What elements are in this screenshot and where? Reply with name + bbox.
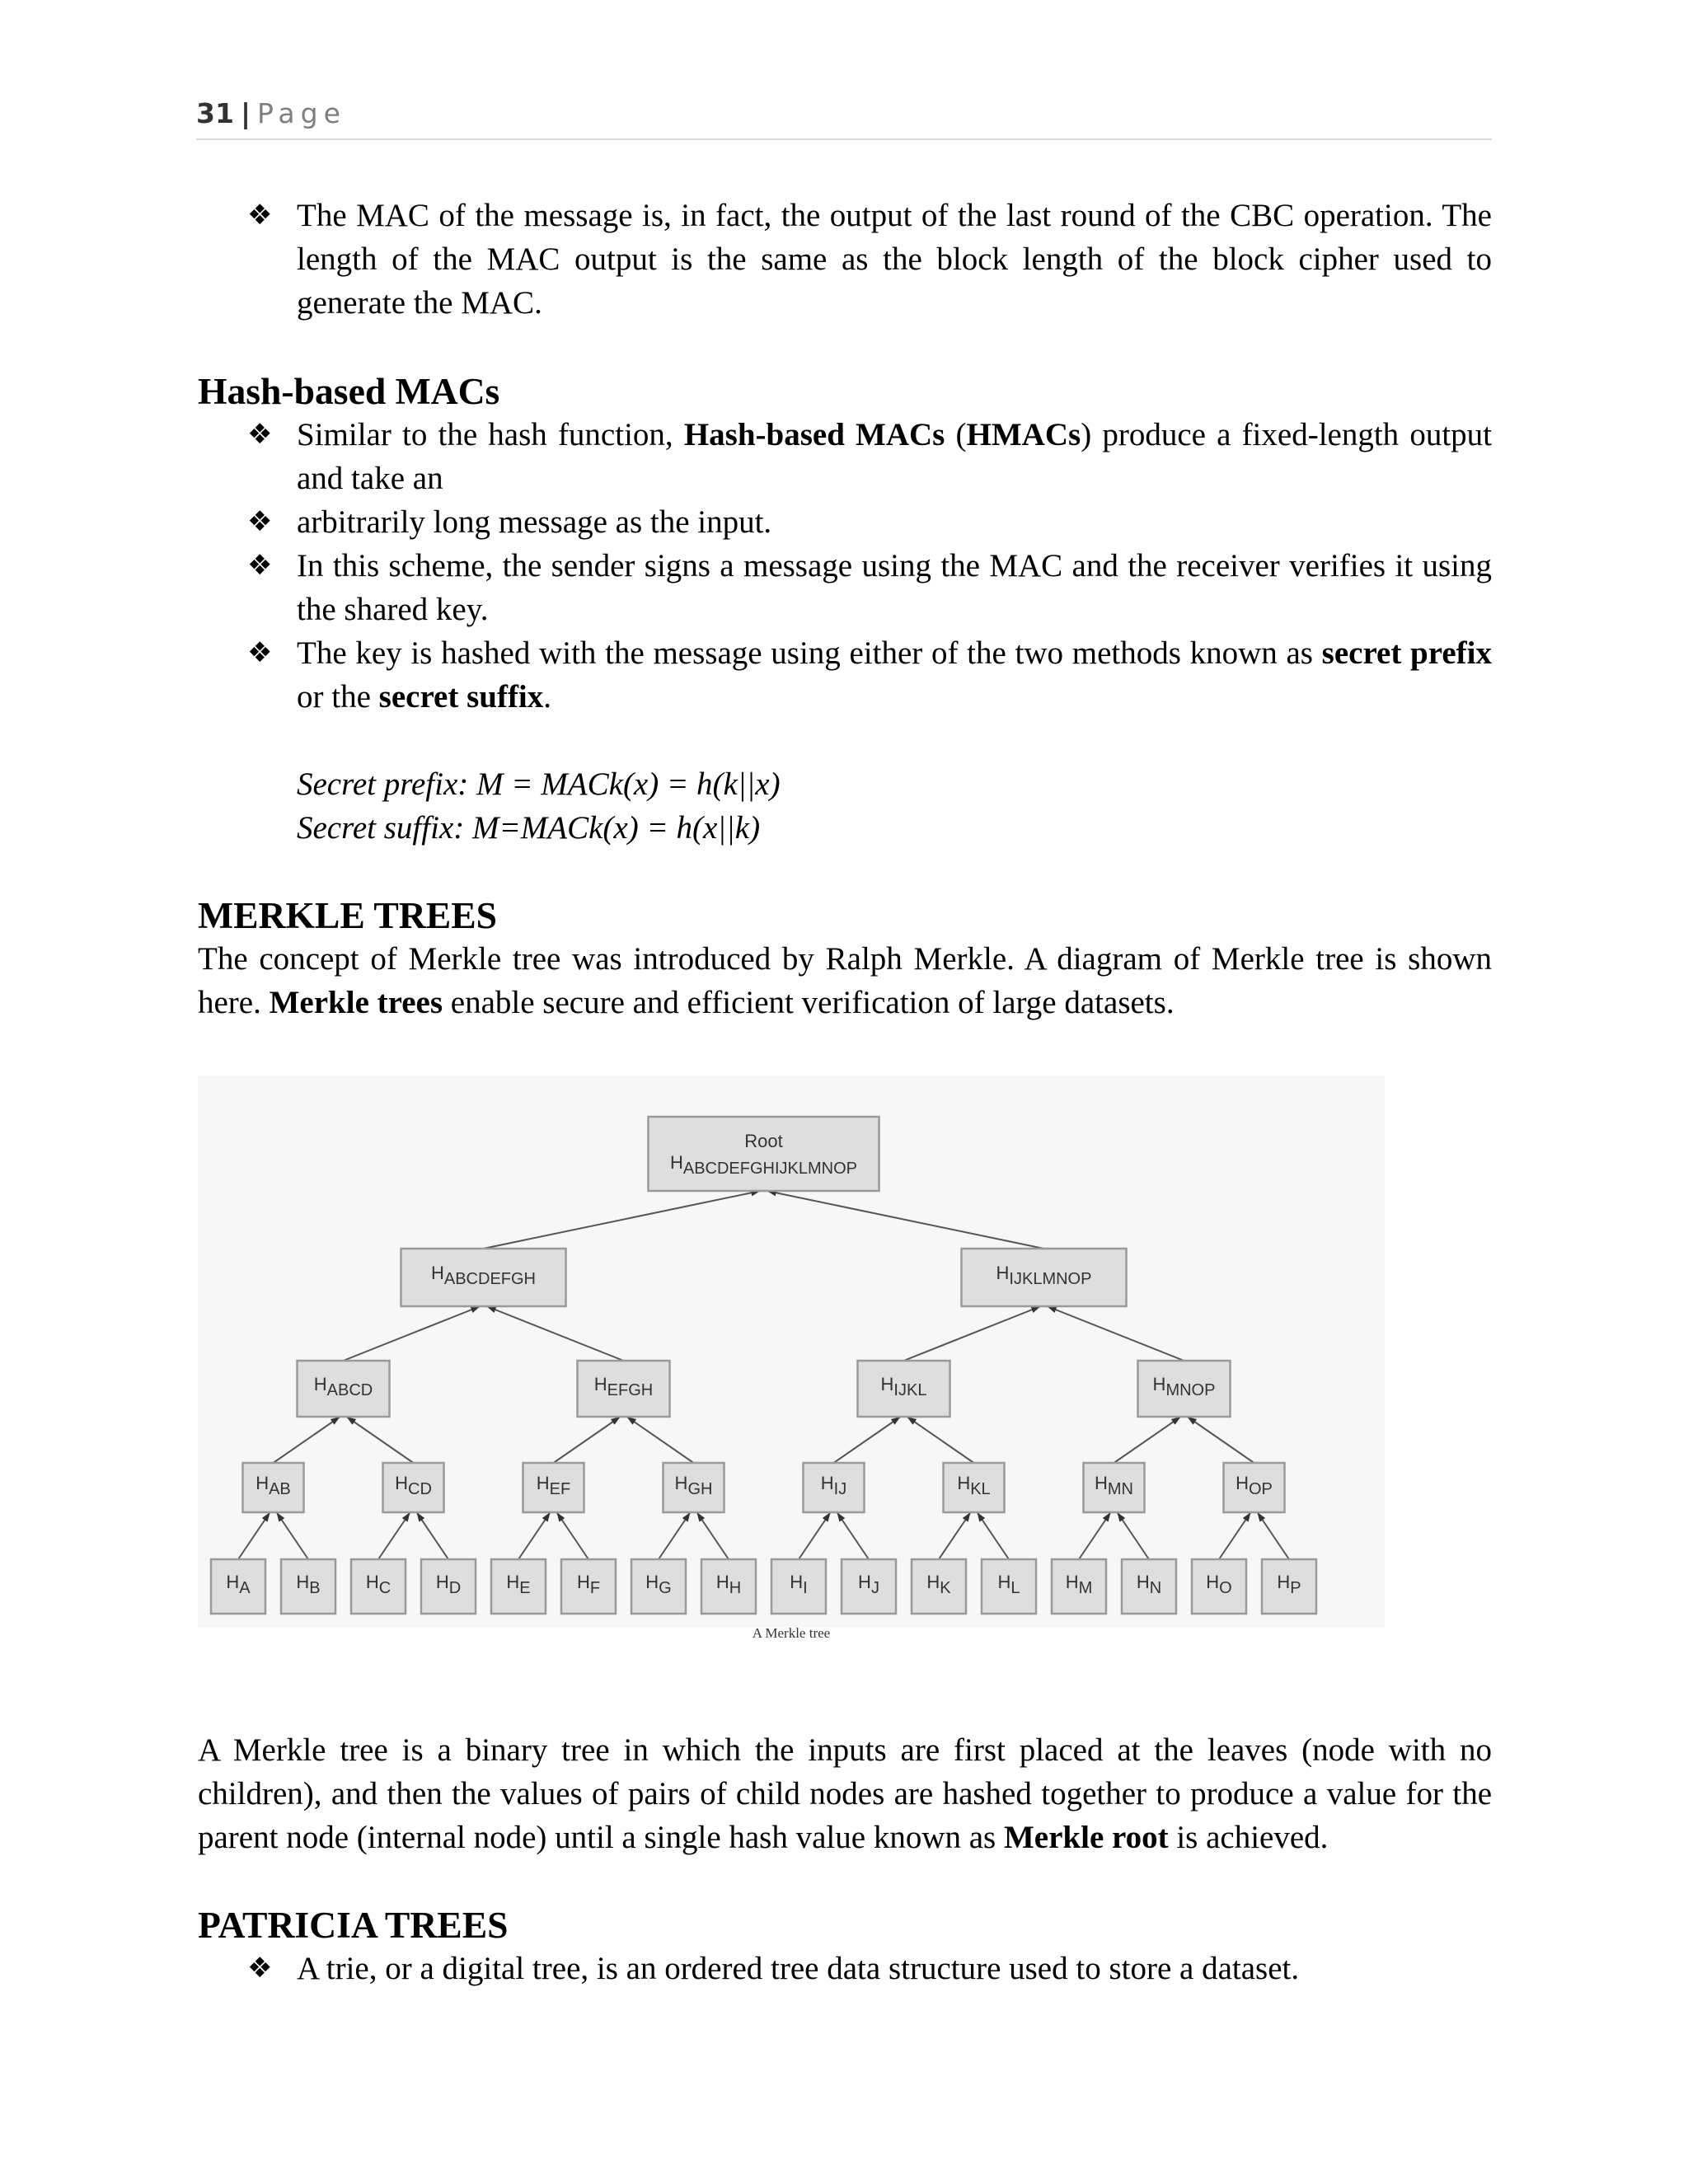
diamond-bullet-icon: ❖	[247, 1952, 273, 1985]
node-hash-label: HJ	[858, 1572, 879, 1597]
leaf-node	[701, 1559, 756, 1614]
section-heading-hmac: Hash-based MACs	[198, 370, 500, 412]
leaf-node	[561, 1559, 616, 1614]
hash-node	[1138, 1361, 1231, 1417]
diagram-caption: A Merkle tree	[752, 1625, 831, 1641]
node-hash-label: HABCDEFGHIJKLMNOP	[669, 1152, 858, 1178]
node-hash-label: HMN	[1095, 1473, 1133, 1498]
hash-node	[962, 1249, 1127, 1306]
leaf-node	[631, 1559, 686, 1614]
node-hash-label: HMNOP	[1152, 1374, 1216, 1399]
leaf-node	[421, 1559, 476, 1614]
node-hash-label: HAB	[256, 1473, 291, 1498]
list-item: ❖ A trie, or a digital tree, is an ordered tree data structure used to store a dataset.	[297, 1947, 1492, 1990]
diamond-bullet-icon: ❖	[247, 549, 273, 582]
root-node	[649, 1117, 879, 1191]
node-hash-label: HF	[576, 1572, 601, 1597]
hash-node	[1224, 1463, 1285, 1512]
page-label: Page	[257, 97, 346, 129]
section-heading-patricia: PATRICIA TREES	[198, 1904, 509, 1946]
leaf-node	[491, 1559, 546, 1614]
node-hash-label: HE	[506, 1572, 531, 1597]
formula-secret-suffix: Secret suffix: M=MACk(x) = h(x||k)	[297, 810, 761, 846]
node-hash-label: HIJ	[820, 1473, 847, 1498]
node-label: Root	[744, 1131, 783, 1151]
leaf-node	[912, 1559, 966, 1614]
node-hash-label: HA	[226, 1572, 251, 1597]
leaf-node	[211, 1559, 265, 1614]
list-item: ❖ The key is hashed with the message using either of the two methods known as secret prefix or the secret suffix.	[297, 631, 1492, 719]
hash-node	[578, 1361, 670, 1417]
hmac-bullet-list	[198, 413, 1492, 719]
leaf-node	[281, 1559, 335, 1614]
node-hash-label: HD	[435, 1572, 462, 1597]
node-hash-label: HP	[1277, 1572, 1301, 1597]
node-hash-label: HL	[997, 1572, 1020, 1597]
hash-node	[243, 1463, 304, 1512]
node-hash-label: HK	[926, 1572, 951, 1597]
diamond-bullet-icon: ❖	[247, 199, 273, 232]
node-hash-label: HABCD	[313, 1374, 373, 1399]
hash-node	[523, 1463, 584, 1512]
node-hash-label: HO	[1206, 1572, 1232, 1597]
node-hash-label: HB	[296, 1572, 321, 1597]
leaf-node	[1122, 1559, 1176, 1614]
hash-node	[858, 1361, 950, 1417]
leaf-node	[1262, 1559, 1316, 1614]
node-hash-label: HG	[645, 1572, 672, 1597]
leaf-node	[1192, 1559, 1246, 1614]
hash-node	[1084, 1463, 1145, 1512]
leaf-node	[1052, 1559, 1106, 1614]
leaf-node	[771, 1559, 826, 1614]
node-hash-label: HM	[1065, 1572, 1093, 1597]
page-header	[196, 97, 1492, 140]
node-hash-label: HEFGH	[593, 1374, 654, 1399]
node-hash-label: HN	[1136, 1572, 1162, 1597]
node-hash-label: HEF	[536, 1473, 571, 1498]
leaf-node	[982, 1559, 1036, 1614]
node-hash-label: HGH	[674, 1473, 713, 1498]
merkle-tree-svg	[198, 1076, 1385, 1652]
merkle-description-paragraph: A Merkle tree is a binary tree in which the inputs are first placed at the leaves (node with no children), and then the values of pairs of child nodes are hashed together to produce a value for the parent node (internal node) until a single hash value known as Merkle root is achieved.	[198, 1732, 1492, 1855]
patricia-bullet-list	[198, 1947, 1492, 1990]
list-item: ❖ In this scheme, the sender signs a message using the MAC and the receiver verifies it using the shared key.	[297, 544, 1492, 631]
node-hash-label: HI	[790, 1572, 808, 1597]
list-item: ❖ arbitrarily long message as the input.	[297, 500, 1492, 544]
hash-node	[804, 1463, 865, 1512]
node-hash-label: HIJKLMNOP	[996, 1263, 1092, 1288]
page-separator: |	[240, 97, 251, 129]
node-hash-label: HABCDEFGH	[430, 1263, 537, 1288]
hash-node	[383, 1463, 444, 1512]
merkle-tree-diagram	[198, 1076, 1385, 1652]
section-heading-merkle: MERKLE TREES	[198, 894, 497, 936]
node-hash-label: HCD	[395, 1473, 432, 1498]
leaf-node	[351, 1559, 406, 1614]
merkle-intro-paragraph: The concept of Merkle tree was introduced by Ralph Merkle. A diagram of Merkle tree is shown here. Merkle trees enable secure and efficient verification of large datasets.	[198, 941, 1492, 1020]
hash-node	[298, 1361, 390, 1417]
page-number: 31	[196, 97, 234, 129]
node-hash-label: HKL	[957, 1473, 991, 1498]
list-item: ❖ Similar to the hash function, Hash-based MACs (HMACs) produce a fixed-length output and take an	[297, 413, 1492, 500]
list-item: ❖ The MAC of the message is, in fact, the output of the last round of the CBC operation. The length of the MAC output is the same as the block length of the block cipher used to generate the MAC.	[297, 194, 1492, 325]
diamond-bullet-icon: ❖	[247, 418, 273, 451]
hash-node	[944, 1463, 1005, 1512]
hash-node	[401, 1249, 566, 1306]
node-hash-label: HH	[715, 1572, 742, 1597]
mac-bullet-list	[198, 194, 1492, 325]
leaf-node	[842, 1559, 896, 1614]
node-hash-label: HOP	[1236, 1473, 1273, 1498]
hash-node	[663, 1463, 724, 1512]
diamond-bullet-icon: ❖	[247, 505, 273, 538]
node-hash-label: HC	[365, 1572, 392, 1597]
diamond-bullet-icon: ❖	[247, 636, 273, 669]
formula-secret-prefix: Secret prefix: M = MACk(x) = h(k||x)	[297, 766, 781, 802]
node-hash-label: HIJKL	[880, 1374, 927, 1399]
